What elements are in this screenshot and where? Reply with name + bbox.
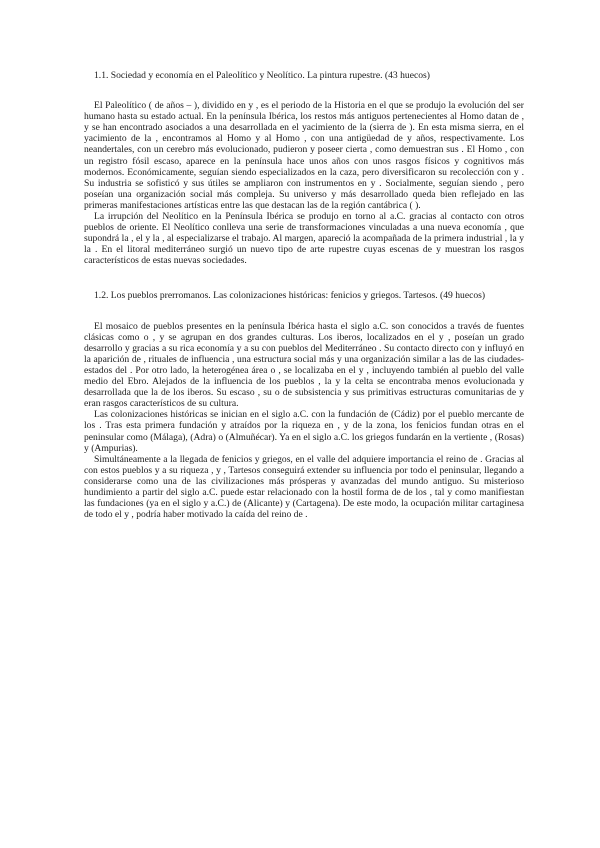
section-pueblos-prerromanos — [84, 290, 524, 521]
paragraph: El mosaico de pueblos presentes en la península Ibérica hasta el siglo a.C. son conocidos a través de fuentes clásicas como o , y se agrupan en dos grandes culturas. Los iberos, localizados en el y , poseían un grado desarrollo y gracias a su rica economía y a su con pueblos del Mediterráneo . Su contacto directo con y influyó en la aparición de , rituales de influencia , una estructura social más y una organización similar a las de las ciudades-estados del . Por otro lado, la heterogénea área o , se localizaba en el y , incluyendo también al pueblo del valle medio del Ebro. Alejados de la influencia de los pueblos , la y la celta se encontraba menos evolucionada y desarrollada que la de los iberos. Su escaso , su o de subsistencia y sus primitivas estructuras comunitarias de y eran rasgos característicos de su cultura. — [84, 320, 524, 410]
paragraph: Las colonizaciones históricas se inician en el siglo a.C. con la fundación de (Cádiz) por el pueblo mercante de los . Tras esta primera fundación y atraídos por la riqueza en , y de la zona, los fenicios fundan otras en el peninsular como (Málaga), (Adra) o (Almuñécar). Ya en el siglo a.C. los griegos fundarán en la vertiente , (Rosas) y (Ampurias). — [84, 409, 524, 454]
paragraph: La irrupción del Neolítico en la Península Ibérica se produjo en torno al a.C. gracias al contacto con otros pueblos de oriente. El Neolítico conlleva una serie de transformaciones vinculadas a una nueva economía , que supondrá la , el y la , al especializarse el trabajo. Al margen, apareció la acompañada de la primera industrial , la y la . En el litoral mediterráneo surgió un nuevo tipo de arte rupestre cuyas escenas de y muestran los rasgos característicos de estas nuevas sociedades. — [84, 211, 524, 267]
section-heading: 1.1. Sociedad y economía en el Paleolítico y Neolítico. La pintura rupestre. (43 huecos) — [94, 70, 430, 81]
section-heading: 1.2. Los pueblos prerromanos. Las colonizaciones históricas: fenicios y griegos. Tartesos. (49 huecos) — [94, 289, 486, 301]
paragraph: El Paleolítico ( de años – ), dividido en y , es el periodo de la Historia en el que se produjo la evolución del ser humano hasta su estado actual. En la península Ibérica, los restos más antiguos pertenecientes al Homo datan de , y se han encontrado asociados a una desarrollada en el yacimiento de la (sierra de ). En esta misma sierra, en el yacimiento de la , encontramos al Homo y al Homo , con una antigüedad de y años, respectivamente. Los neandertales, con un cerebro más evolucionado, pudieron y poseer cierta , como demuestran sus . El Homo , con un registro fósil escaso, aparece en la península hace unos años con unos rasgos físicos y cognitivos más modernos. Económicamente, seguían siendo especializados en la caza, pero diversificaron su recolección con y . Su industria se sofisticó y sus útiles se ampliaron con instrumentos en y . Socialmente, seguían siendo , pero poseían una organización social más compleja. Su universo y más desarrollado queda bien reflejado en las primeras manifestaciones artísticas entre las que destacan las de la región cantábrica ( ). — [84, 100, 524, 211]
section-paleolitico-neolitico — [84, 70, 524, 267]
section-body — [84, 100, 524, 266]
section-body — [84, 321, 524, 521]
paragraph: Simultáneamente a la llegada de fenicios y griegos, en el valle del adquiere importancia el reino de . Gracias al con estos pueblos y a su riqueza , y , Tartesos conseguirá extender su influencia por todo el peninsular, llegando a considerarse como una de las civilizaciones más prósperas y avanzadas del mundo antiguo. Su misterioso hundimiento a partir del siglo a.C. puede estar relacionado con la hostil forma de de los , tal y como manifiestan las fundaciones (ya en el siglo y a.C.) de (Alicante) y (Cartagena). De este modo, la ocupación militar cartaginesa de todo el y , podría haber motivado la caída del reino de . — [84, 453, 524, 521]
